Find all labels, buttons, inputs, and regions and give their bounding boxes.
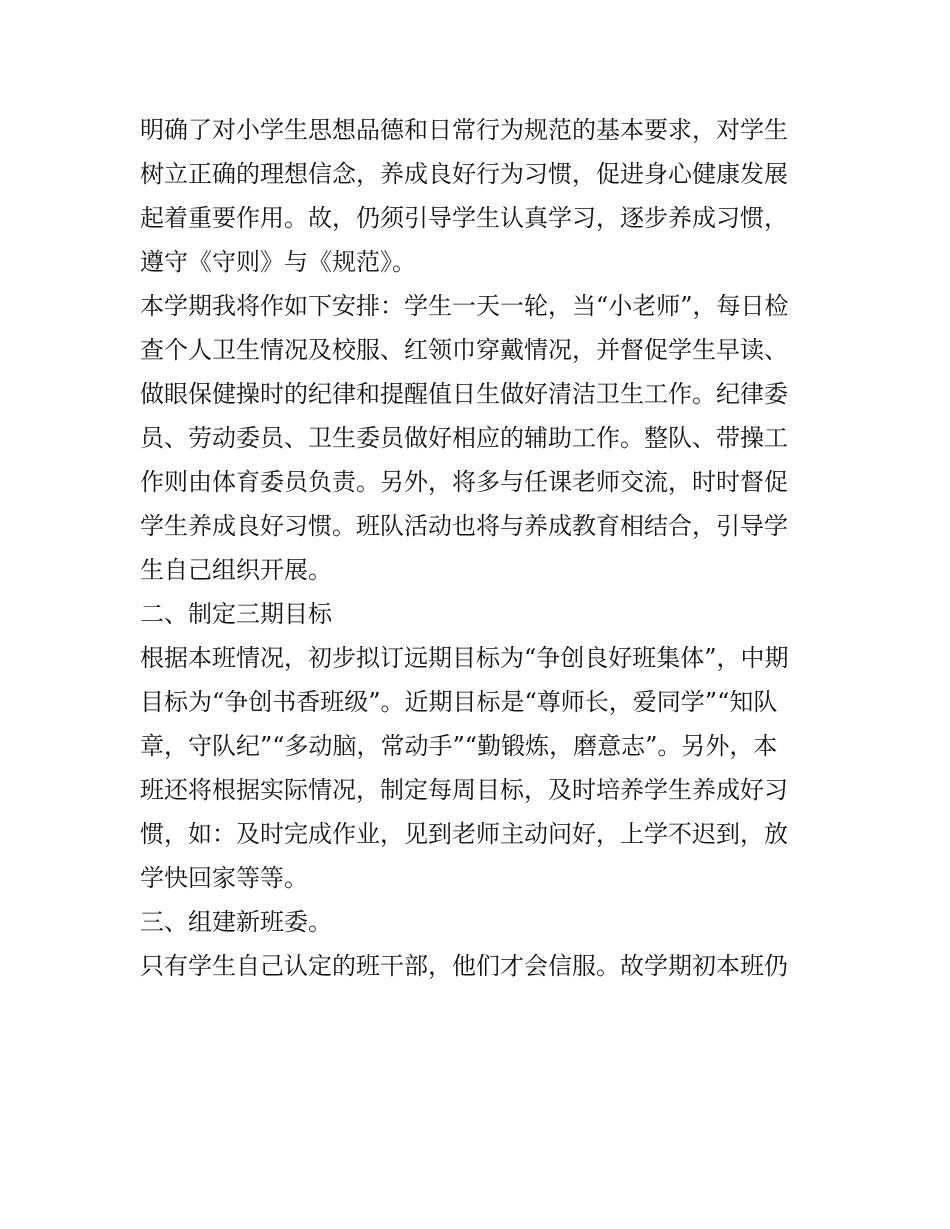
text-line: 惯，如：及时完成作业，见到老师主动问好，上学不迟到，放 xyxy=(140,820,788,848)
text-line: 章，守队纪”“多动脑，常动手”“勤锻炼，磨意志”。另外，本 xyxy=(140,732,778,760)
text-line: 作则由体育委员负责。另外，将多与任课老师交流，时时督促 xyxy=(140,468,788,496)
section-heading: 二、制定三期目标 xyxy=(140,600,332,628)
text-line: 生自己组织开展。 xyxy=(140,556,332,584)
text-line: 班还将根据实际情况，制定每周目标，及时培养学生养成好习 xyxy=(140,776,788,804)
text-line: 明确了对小学生思想品德和日常行为规范的基本要求，对学生 xyxy=(140,116,788,144)
text-line: 树立正确的理想信念，养成良好行为习惯，促进身心健康发展 xyxy=(140,160,788,188)
text-line: 本学期我将作如下安排：学生一天一轮，当“小老师”，每日检 xyxy=(140,292,789,320)
text-line: 起着重要作用。故，仍须引导学生认真学习，逐步养成习惯， xyxy=(140,204,788,232)
section-heading: 三、组建新班委。 xyxy=(140,908,332,936)
text-line: 根据本班情况，初步拟订远期目标为“争创良好班集体”，中期 xyxy=(140,644,789,672)
text-line: 做眼保健操时的纪律和提醒值日生做好清洁卫生工作。纪律委 xyxy=(140,380,788,408)
text-line: 目标为“争创书香班级”。近期目标是“尊师长，爱同学”“知队 xyxy=(140,688,778,716)
document-body xyxy=(140,108,820,988)
text-line: 员、劳动委员、卫生委员做好相应的辅助工作。整队、带操工 xyxy=(140,424,788,452)
text-line: 只有学生自己认定的班干部，他们才会信服。故学期初本班仍 xyxy=(140,952,788,980)
text-line: 查个人卫生情况及校服、红领巾穿戴情况，并督促学生早读、 xyxy=(140,336,788,364)
text-line: 学生养成良好习惯。班队活动也将与养成教育相结合，引导学 xyxy=(140,512,788,540)
text-line: 遵守《守则》与《规范》。 xyxy=(140,248,416,276)
text-line: 学快回家等等。 xyxy=(140,864,308,892)
